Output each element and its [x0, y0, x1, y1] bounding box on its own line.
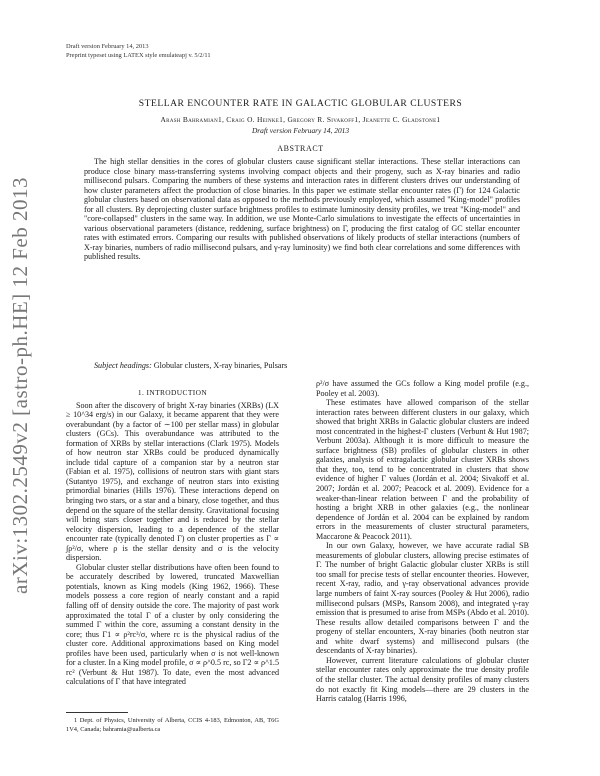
subject-headings-label: Subject headings:	[94, 361, 152, 370]
subject-headings-values: Globular clusters, X-ray binaries, Pulsars	[151, 361, 288, 370]
left-column	[66, 388, 279, 687]
subject-headings	[84, 361, 520, 371]
intro-paragraph: These estimates have allowed comparison of the stellar interaction rates between different clusters in our galaxy, which showed that bright XRBs in Galactic globular clusters are indeed most concentrated in the highest-Γ clusters (Verbunt & Hut 1987; Verbunt 2003a). Although it is more difficult to measure the surface brightness (SB) profiles of globular clusters in other galaxies, analysis of extragalactic globular cluster XRBs shows that they, too, tend to be concentrated in clusters that show evidence of higher Γ values (Jordán et al. 2004; Sivakoff et al. 2007; Jordán et al. 2007; Peacock et al. 2009). Evidence for a weaker-than-linear relation between Γ and the probability of hosting a bright XRB in other galaxies (e.g., the nonlinear dependence of Jordán et al. 2004 can be explained by random errors in the measurements of cluster structural parameters, Maccarone & Peacock 2011).	[316, 398, 529, 541]
preprint-typeset-note: Preprint typeset using LATEX style emulateapj v. 5/2/11	[66, 52, 211, 59]
right-column	[316, 379, 529, 704]
arxiv-identifier: arXiv:1302.2549v2 [astro-ph.HE] 12 Feb 2013	[7, 176, 32, 594]
section-heading-introduction: 1. INTRODUCTION	[137, 388, 208, 397]
intro-paragraph: In our own Galaxy, however, we have accurate radial SB measurements of globular clusters, allowing precise estimates of Γ. The number of bright Galactic globular cluster XRBs is still too small for precise tests of stellar encounter theories. However, recent X-ray, radio, and γ-ray observational advances provide large numbers of faint X-ray sources (Pooley & Hut 2006), radio millisecond pulsars (MSPs, Ransom 2008), and integrated γ-ray emission that is presumed to arise from MSPs (Abdo et al. 2010). These results allow detailed comparisons between Γ and the progeny of stellar encounters, X-ray binaries (both neutron star and white dwarf systems) and millisecond pulsars (the descendants of X-ray binaries).	[316, 541, 529, 656]
intro-paragraph: Globular cluster stellar distributions have often been found to be accurately described by lowered, truncated Maxwellian potentials, known as King models (King 1962, 1966). These models possess a core region of nearly constant and a rapid falling off of density outside the core. The majority of past work approximated the total Γ of a cluster by only considering the summed Γ within the core, assuming a constant density in the core; thus Γ1 ∝ ρ²rc³/σ, where rc is the physical radius of the cluster core. Additional approximations based on King model profiles have been used, particularly when σ is not well-known for a cluster. In a King model profile, σ ∝ ρ^0.5 rc, so Γ2 ∝ ρ^1.5 rc² (Verbunt & Hut 1987). To date, even the most advanced calculations of Γ that have integrated	[66, 562, 279, 687]
arxiv-margin-stamp	[2, 150, 38, 620]
footnote-divider	[66, 712, 128, 713]
intro-paragraph: ρ²/σ have assumed the GCs follow a King model profile (e.g., Pooley et al. 2003).	[316, 379, 529, 398]
intro-paragraph: Soon after the discovery of bright X-ray binaries (XRBs) (LX ≥ 10^34 erg/s) in our Galaxy, it became apparent that they were overabundant (by a factor of ∼100 per stellar mass) in globular clusters (GCs). This overabundance was attributed to the formation of XRBs by stellar interactions (Clark 1975). Models of how neutron star XRBs could be produced dynamically include tidal capture of a companion star by a neutron star (Fabian et al. 1975), collisions of neutron stars with giant stars (Sutantyo 1975), and exchange of neutron stars into existing primordial binaries (Hills 1976). These interactions depend on bringing two stars, or a star and a binary, close together, and thus depend on the square of the stellar density. Gravitational focusing will bring stars closer together and is reduced by the stellar velocity dispersion, leading to a dependence of the stellar encounter rate (typically denoted Γ) on cluster properties as Γ ∝ ∫ρ²/σ, where ρ is the stellar density and σ is the velocity dispersion.	[66, 400, 279, 563]
draft-version-line: Draft version February 14, 2013	[66, 43, 149, 50]
draft-date: Draft version February 14, 2013	[251, 126, 350, 135]
intro-paragraph: However, current literature calculations of globular cluster stellar encounter rates only approximate the true density profile of the stellar cluster. The actual density profiles of many clusters do not exactly fit King models—there are 29 clusters in the Harris catalog (Harris 1996,	[316, 655, 529, 704]
abstract-text: The high stellar densities in the cores of globular clusters cause significant stellar interactions. These stellar interactions can produce close binary mass-transferring systems involving compact objects and their progeny, such as X-ray binaries and radio millisecond pulsars. Comparing the numbers of these systems and interaction rates in different clusters drives our understanding of how cluster parameters affect the production of close binaries. In this paper we estimate stellar encounter rates (Γ) for 124 Galactic globular clusters based on observational data as opposed to the methods previously employed, which assumed "King-model" profiles for all clusters. By deprojecting cluster surface brightness profiles to estimate luminosity density profiles, we treat "King-model" and "core-collapsed" clusters in the same way. In addition, we use Monte-Carlo simulations to investigate the effects of uncertainties in various observational parameters (distance, reddening, surface brightness) on Γ, producing the first catalog of GC stellar encounter rates with estimated errors. Comparing our results with published observations of likely products of stellar interactions (numbers of X-ray binaries, numbers of radio millisecond pulsars, and γ-ray luminosity) we find both clear correlations and some differences with published results.	[84, 157, 520, 262]
affiliation-footnote: 1 Dept. of Physics, University of Alberta, CCIS 4-183, Edmonton, AB, T6G 1V4, Canada; bahramia@ualberta.ca	[66, 717, 279, 733]
abstract-heading: ABSTRACT	[277, 144, 324, 153]
preprint-header	[66, 42, 211, 60]
author-list: Arash Bahramian1, Craig O. Heinke1, Gregory R. Sivakoff1, Jeanette C. Gladstone1	[160, 115, 441, 124]
paper-title: STELLAR ENCOUNTER RATE IN GALACTIC GLOBULAR CLUSTERS	[138, 98, 463, 109]
